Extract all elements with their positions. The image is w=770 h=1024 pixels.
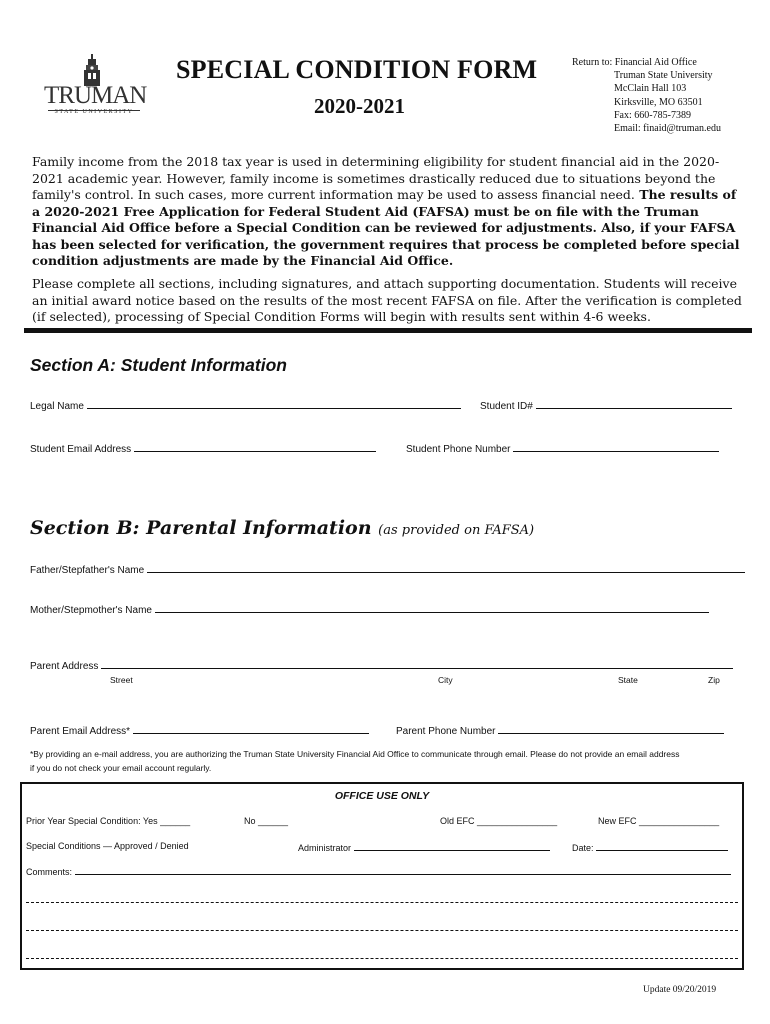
student-email-line[interactable] [134,441,376,452]
section-divider [24,328,752,333]
office-use-title: OFFICE USE ONLY [334,790,430,802]
return-line: Fax: 660-785-7389 [614,109,691,121]
legal-name-label: Legal Name [30,401,84,412]
email-disclaimer: *By providing an e-mail address, you are authorizing the Truman State University Financial Aid Office to communicate through email. Please do not provide an email address [30,749,680,759]
student-phone-label: Student Phone Number [406,444,511,455]
form-year: 2020-2021 [314,94,405,118]
mother-name-field[interactable] [30,602,709,616]
mother-name-label: Mother/Stepmother's Name [30,605,152,616]
parent-phone-label: Parent Phone Number [396,726,496,737]
section-b-title [30,517,534,539]
administrator-line [354,841,550,851]
office-use-box [20,782,744,970]
student-id-label: Student ID# [480,401,533,412]
street-caption: Street [110,675,133,685]
student-id-field[interactable] [480,398,732,412]
intro-plain: Family income from the 2018 tax year is used in determining eligibility for student financial aid in the 2020-2021 academic year. However, family income is sometimes drastically reduced due to situations beyond the family's control. In such cases, more current information may be used to assess financial need. [32,154,720,202]
administrator-field [298,841,550,853]
city-caption: City [438,675,453,685]
parent-email-field[interactable] [30,723,369,737]
logo-subtitle: STATE UNIVERSITY [54,109,134,115]
date-line [596,841,728,851]
form-title: SPECIAL CONDITION FORM [176,55,538,84]
date-label: Date: [572,843,594,853]
legal-name-field[interactable] [30,398,461,412]
prior-year-condition: Prior Year Special Condition: Yes ______ [26,816,191,826]
section-a-title: Section A: Student Information [30,355,287,375]
return-line: McClain Hall 103 [614,83,687,95]
parent-address-field[interactable] [30,658,733,672]
legal-name-line[interactable] [87,398,461,409]
state-caption: State [618,675,638,685]
intro-paragraph [32,154,744,270]
intro-bold: The results of a 2020-2021 Free Application for Federal Student Aid (FAFSA) must be on file with the Truman Financial Aid Office before a Special Condition can be reviewed for adjustments. Also, if your FAFSA has been selected for verification, the government requires that process be completed before special condition adjustments are made by the Financial Aid Office. [32,187,740,268]
return-line: Email: finaid@truman.edu [614,123,721,135]
parent-phone-field[interactable] [396,723,724,737]
return-label: Return to: Financial Aid Office [572,57,697,68]
instructions-paragraph: Please complete all sections, including signatures, and attach supporting documentation. Students will receive an initial award notice based on the results of the most recent FAFSA on file. After the verification is completed (if selected), processing of Special Condition Forms will begin with results sent within 4-6 weeks. [32,276,742,324]
truman-logo [44,52,147,118]
comments-line [26,930,738,931]
student-email-field[interactable] [30,441,376,455]
date-field [572,841,728,853]
father-name-field[interactable] [30,562,745,576]
student-id-line[interactable] [536,398,732,409]
old-efc-field: Old EFC ________________ [440,816,558,826]
zip-caption: Zip [708,675,720,685]
section-b-note: (as provided on FAFSA) [378,523,535,538]
update-date: Update 09/20/2019 [643,985,717,995]
comments-line [26,958,738,959]
comments-field [26,865,731,877]
return-line: Truman State University [614,70,713,82]
mother-name-line[interactable] [155,602,709,613]
father-name-line[interactable] [147,562,745,573]
administrator-label: Administrator [298,843,352,853]
student-phone-field[interactable] [406,441,719,455]
return-line: Kirksville, MO 63501 [614,96,703,108]
section-b-heading: Section B: Parental Information [30,517,372,539]
parent-email-line[interactable] [133,723,369,734]
student-phone-line[interactable] [513,441,719,452]
new-efc-field: New EFC ________________ [598,816,720,826]
clock-tower-icon [44,52,144,86]
comments-line [26,902,738,903]
student-email-label: Student Email Address [30,444,132,455]
email-disclaimer-cont: if you do not check your email account regularly. [30,763,212,773]
father-name-label: Father/Stepfather's Name [30,565,145,576]
comments-label: Comments: [26,867,73,877]
return-address [572,56,721,135]
special-conditions-status: Special Conditions — Approved / Denied [26,841,189,851]
parent-address-label: Parent Address [30,661,99,672]
logo-wordmark: TRUMAN [44,82,147,109]
parent-phone-line[interactable] [498,723,724,734]
parent-address-line[interactable] [101,658,733,669]
parent-email-label: Parent Email Address* [30,726,131,737]
prior-year-no: No ______ [244,816,289,826]
comments-line [75,865,731,875]
